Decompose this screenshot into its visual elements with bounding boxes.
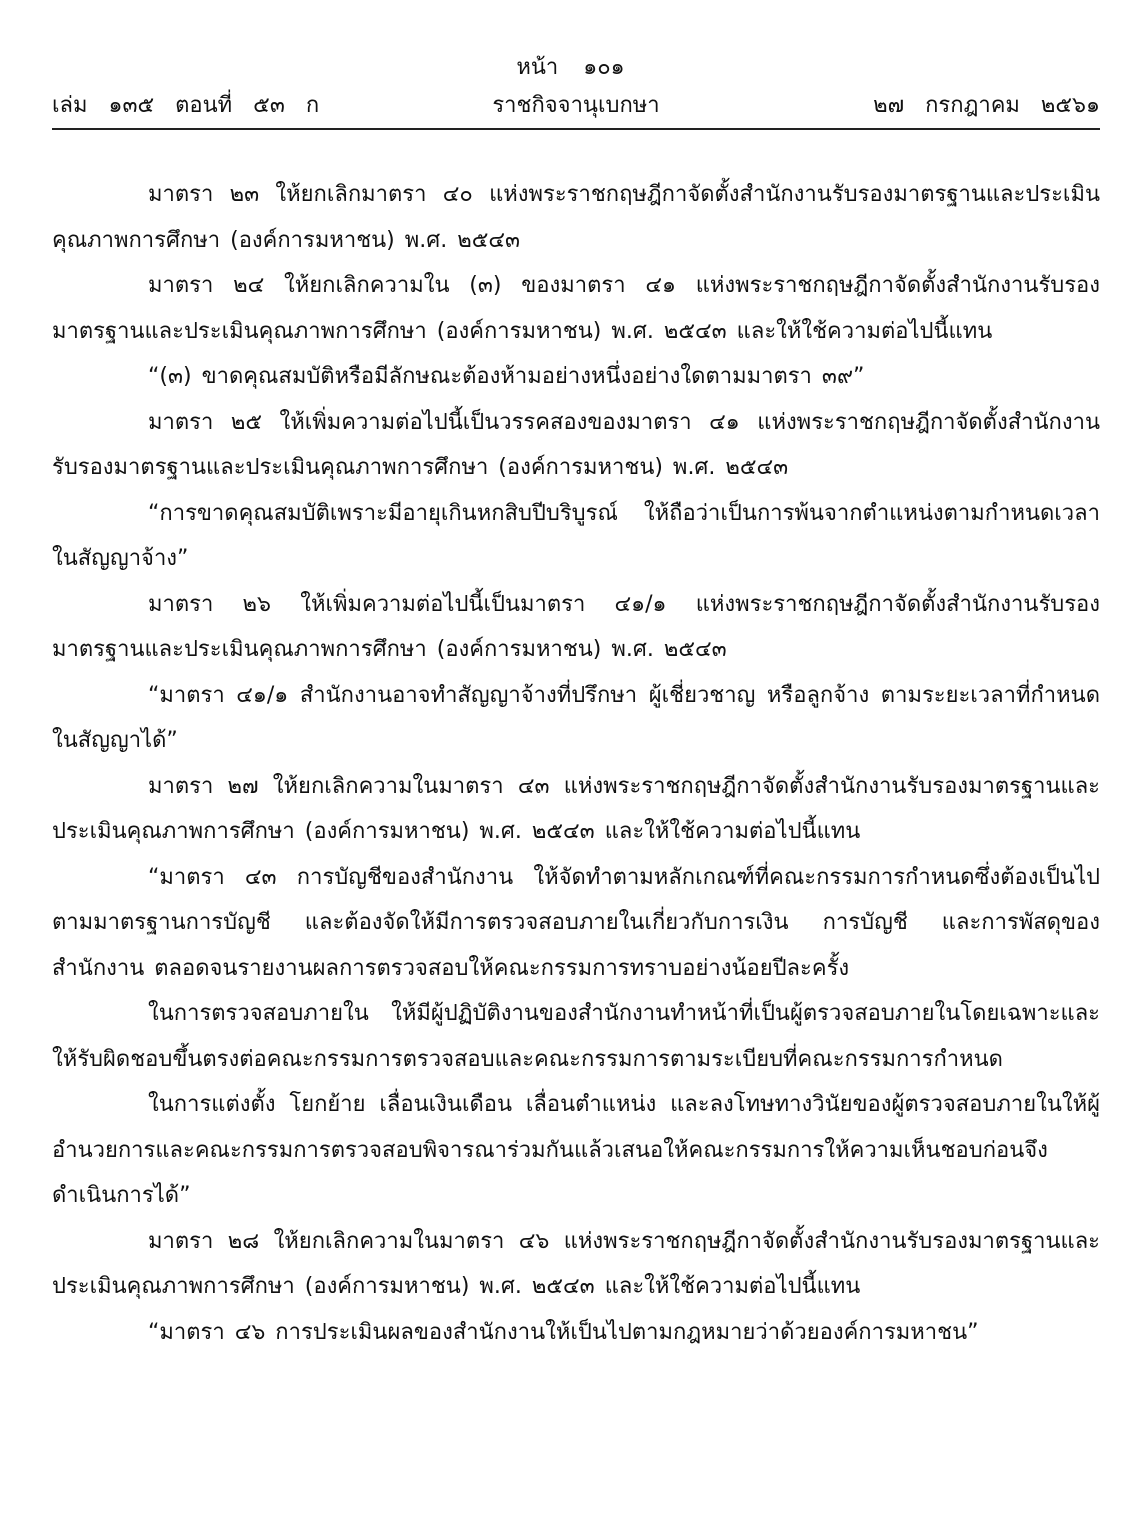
paragraph-quote-section-46: “มาตรา ๔๖ การประเมินผลของสำนักงานให้เป็นไปตามกฎหมายว่าด้วยองค์การมหาชน”: [148, 1319, 979, 1345]
paragraph-section-24: มาตรา ๒๔ ให้ยกเลิกความใน (๓) ของมาตรา ๔๑ แห่งพระราชกฤษฎีกาจัดตั้งสำนักงานรับรองมาตรฐานและประเมินคุณภาพการศึกษา (องค์การมหาชน) พ.ศ. ๒๕๔๓ และให้ใช้ความต่อไปนี้แทน: [52, 273, 1100, 344]
paragraph-appointment: ในการแต่งตั้ง โยกย้าย เลื่อนเงินเดือน เลื่อนตำแหน่ง และลงโทษทางวินัยของผู้ตรวจสอบภายในให้ผู้อำนวยการและคณะกรรมการตรวจสอบพิจารณาร่วมกันแล้วเสนอให้คณะกรรมการให้ความเห็นชอบก่อนจึงดำเนินการได้”: [52, 1092, 1100, 1208]
paragraph-section-27: มาตรา ๒๗ ให้ยกเลิกความในมาตรา ๔๓ แห่งพระราชกฤษฎีกาจัดตั้งสำนักงานรับรองมาตรฐานและประเมินคุณภาพการศึกษา (องค์การมหาชน) พ.ศ. ๒๕๔๓ และให้ใช้ความต่อไปนี้แทน: [52, 773, 1100, 844]
paragraph-quote-item-3: “(๓) ขาดคุณสมบัติหรือมีลักษณะต้องห้ามอย่างหนึ่งอย่างใดตามมาตรา ๓๙”: [148, 364, 865, 389]
paragraph-internal-audit: ในการตรวจสอบภายใน ให้มีผู้ปฏิบัติงานของสำนักงานทำหน้าที่เป็นผู้ตรวจสอบภายในโดยเฉพาะและให้รับผิดชอบขึ้นตรงต่อคณะกรรมการตรวจสอบและคณะกรรมการตามระเบียบที่คณะกรรมการกำหนด: [52, 1001, 1100, 1072]
paragraph-quote-age-limit: “การขาดคุณสมบัติเพราะมีอายุเกินหกสิบปีบริบูรณ์ ให้ถือว่าเป็นการพ้นจากตำแหน่งตามกำหนดเวลาในสัญญาจ้าง”: [52, 500, 1100, 571]
paragraph-quote-section-41-1: “มาตรา ๔๑/๑ สำนักงานอาจทำสัญญาจ้างที่ปรึกษา ผู้เชี่ยวชาญ หรือลูกจ้าง ตามระยะเวลาที่กำหนดในสัญญาได้”: [52, 682, 1100, 753]
page-number: หน้า ๑๐๑: [516, 55, 625, 80]
volume-issue: เล่ม ๑๓๕ ตอนที่ ๕๓ ก: [52, 93, 320, 118]
publication-title: ราชกิจจานุเบกษา: [492, 93, 660, 118]
paragraph-section-23: มาตรา ๒๓ ให้ยกเลิกมาตรา ๔๐ แห่งพระราชกฤษฎีกาจัดตั้งสำนักงานรับรองมาตรฐานและประเมินคุณภาพการศึกษา (องค์การมหาชน) พ.ศ. ๒๕๔๓: [52, 182, 1100, 253]
paragraph-quote-section-43: “มาตรา ๔๓ การบัญชีของสำนักงาน ให้จัดทำตามหลักเกณฑ์ที่คณะกรรมการกำหนดซึ่งต้องเป็นไปตามมาตรฐานการบัญชี และต้องจัดให้มีการตรวจสอบภายในเกี่ยวกับการเงิน การบัญชี และการพัสดุของสำนักงาน ตลอดจนรายงานผลการตรวจสอบให้คณะกรรมการทราบอย่างน้อยปีละครั้ง: [52, 864, 1100, 981]
paragraph-section-28: มาตรา ๒๘ ให้ยกเลิกความในมาตรา ๔๖ แห่งพระราชกฤษฎีกาจัดตั้งสำนักงานรับรองมาตรฐานและประเมินคุณภาพการศึกษา (องค์การมหาชน) พ.ศ. ๒๕๔๓ และให้ใช้ความต่อไปนี้แทน: [52, 1228, 1100, 1299]
gazette-header: [52, 88, 1100, 124]
paragraph-section-25: มาตรา ๒๕ ให้เพิ่มความต่อไปนี้เป็นวรรคสองของมาตรา ๔๑ แห่งพระราชกฤษฎีกาจัดตั้งสำนักงานรับรองมาตรฐานและประเมินคุณภาพการศึกษา (องค์การมหาชน) พ.ศ. ๒๕๔๓: [52, 409, 1100, 480]
paragraph-section-26: มาตรา ๒๖ ให้เพิ่มความต่อไปนี้เป็นมาตรา ๔๑/๑ แห่งพระราชกฤษฎีกาจัดตั้งสำนักงานรับรองมาตรฐานและประเมินคุณภาพการศึกษา (องค์การมหาชน) พ.ศ. ๒๕๔๓: [52, 591, 1100, 662]
document-body: [52, 172, 1100, 1355]
publication-date: ๒๗ กรกฎาคม ๒๕๖๑: [873, 93, 1100, 118]
header-divider: [52, 128, 1100, 130]
